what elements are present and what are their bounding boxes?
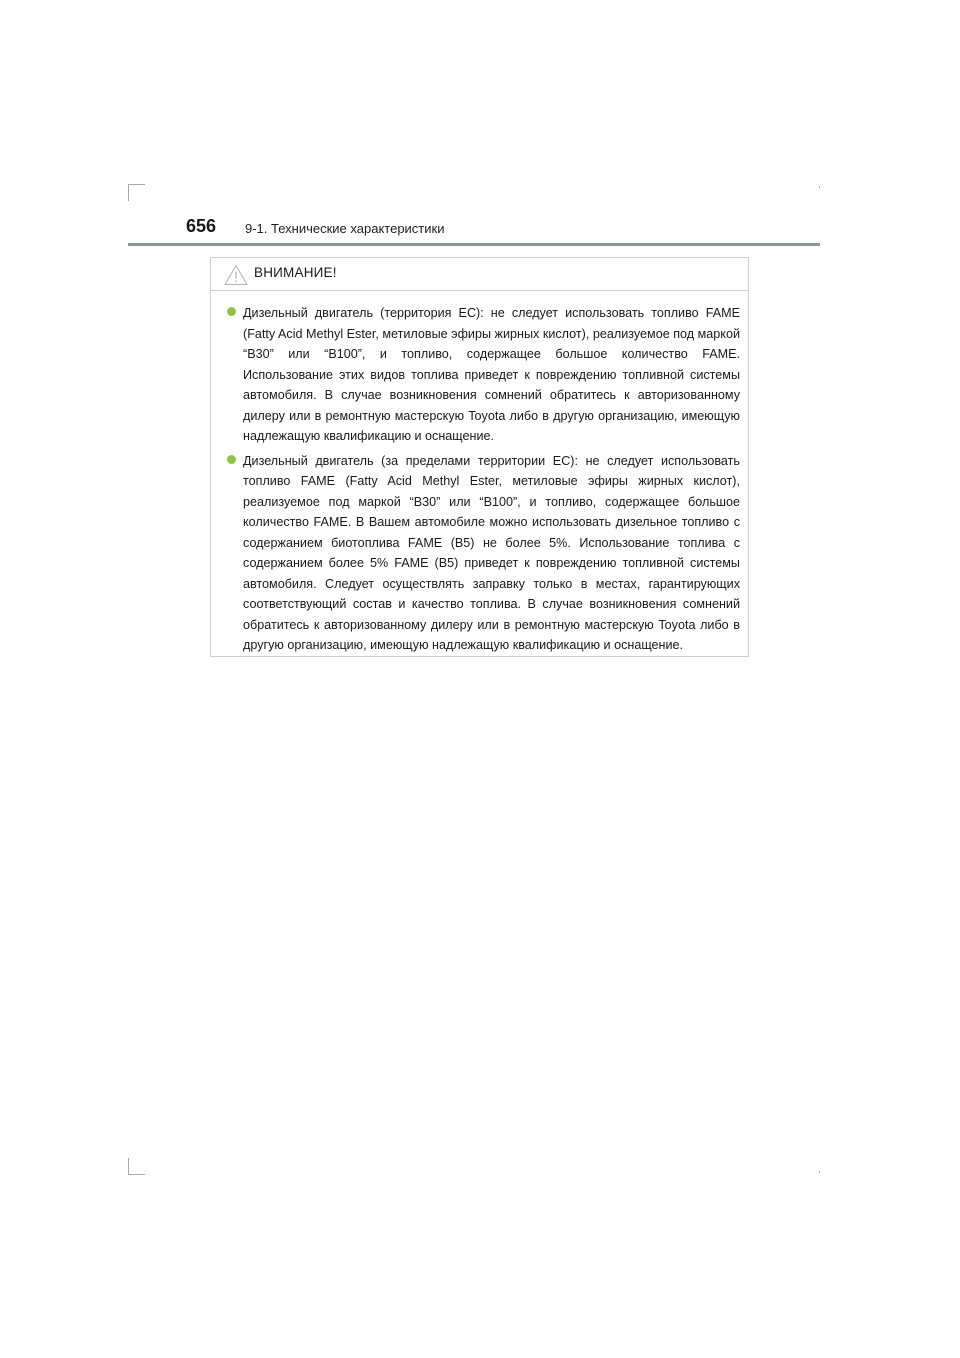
warning-item-text: Дизельный двигатель (за пределами территории ЕС): не следует использовать топливо FAME (Fatty Acid Methyl Ester, метиловые эфиры жирных кислот), реализуемое под маркой “B30” или “B100”, и топливо, содержащее большое количество FAME. В Вашем автомобиле можно использовать дизельное топливо с содержанием биотоплива FAME (B5) не более 5%. Использование топлива с содержанием более 5% FAME (B5) приведет к повреждению топливной системы автомобиля. Следует осуществлять заправку только в местах, гарантирующих соответствующий состав и качество топлива. В случае возникновения сомнений обратитесь к авторизованному дилеру или в ремонтную мастерскую Toyota либо в другую организацию, имеющую надлежащую квалификацию и оснащение. — [243, 453, 740, 652]
crop-mark-bottom-left-vertical — [128, 1158, 129, 1175]
warning-body — [211, 291, 748, 656]
crop-mark-top-left-horizontal — [128, 184, 145, 185]
warning-triangle-icon — [224, 264, 248, 286]
crop-mark-bottom-left-horizontal — [128, 1174, 145, 1175]
warning-item-text: Дизельный двигатель (территория ЕС): не следует использовать топливо FAME (Fatty Acid Methyl Ester, метиловые эфиры жирных кислот), реализуемое под маркой “B30” или “B100”, и топливо, содержащее большое количество FAME. Использование этих видов топлива приведет к повреждению топливной системы автомобиля. В случае возникновения сомнений обратитесь к авторизованному дилеру или в ремонтную мастерскую Toyota либо в другую организацию, имеющую надлежащую квалификацию и оснащение. — [243, 306, 740, 443]
bullet-dot-icon — [227, 455, 236, 464]
bullet-dot-icon — [227, 307, 236, 316]
header-rule — [128, 243, 820, 246]
crop-mark-top-left-vertical — [128, 184, 129, 201]
page-number: 656 — [186, 216, 217, 236]
warning-title: ВНИМАНИЕ! — [254, 265, 337, 280]
crop-mark-top-right-tick — [819, 186, 820, 188]
warning-item — [225, 303, 740, 447]
section-title: 9-1. Технические характеристики — [245, 221, 445, 236]
warning-item — [225, 451, 740, 656]
crop-mark-bottom-right-tick — [819, 1171, 820, 1173]
warning-header — [211, 258, 748, 291]
warning-box — [210, 257, 749, 657]
